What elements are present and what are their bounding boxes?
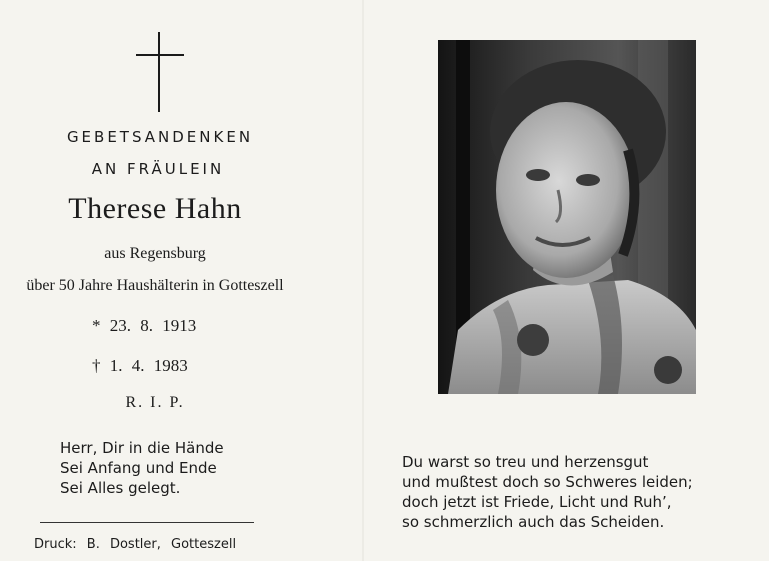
printer-credit: Druck: B. Dostler, Gotteszell: [34, 537, 237, 552]
right-verse-line: und mußtest doch so Schweres leiden;: [402, 473, 693, 491]
left-verse-line: Sei Anfang und Ende: [60, 459, 217, 477]
right-verse-line: so schmerzlich auch das Scheiden.: [402, 513, 665, 531]
right-verse: [402, 452, 693, 532]
divider: [40, 522, 254, 523]
heading-line1: GEBETSANDENKEN: [66, 128, 254, 146]
rip-text: R. I. P.: [125, 394, 185, 411]
origin-line: aus Regensburg: [104, 245, 206, 262]
death-line: [92, 356, 188, 376]
occupation-line: über 50 Jahre Haushälterin in Gotteszell: [26, 277, 284, 294]
portrait-photo: [438, 40, 696, 394]
right-verse-line: Du warst so treu und herzensgut: [402, 453, 649, 471]
cross-icon: [136, 32, 184, 112]
left-verse-line: Herr, Dir in die Hände: [60, 439, 224, 457]
left-panel: [0, 0, 362, 561]
dagger-icon: †: [92, 356, 101, 375]
heading-line2: AN FRÄULEIN: [91, 160, 225, 178]
left-verse-line: Sei Alles gelegt.: [60, 479, 181, 497]
right-verse-line: doch jetzt ist Friede, Licht und Ruh’,: [402, 493, 672, 511]
left-verse: [60, 438, 224, 498]
birth-date: * 23. 8. 1913: [92, 316, 197, 335]
deceased-name: Therese Hahn: [68, 192, 242, 225]
death-date: 1. 4. 1983: [109, 356, 188, 375]
